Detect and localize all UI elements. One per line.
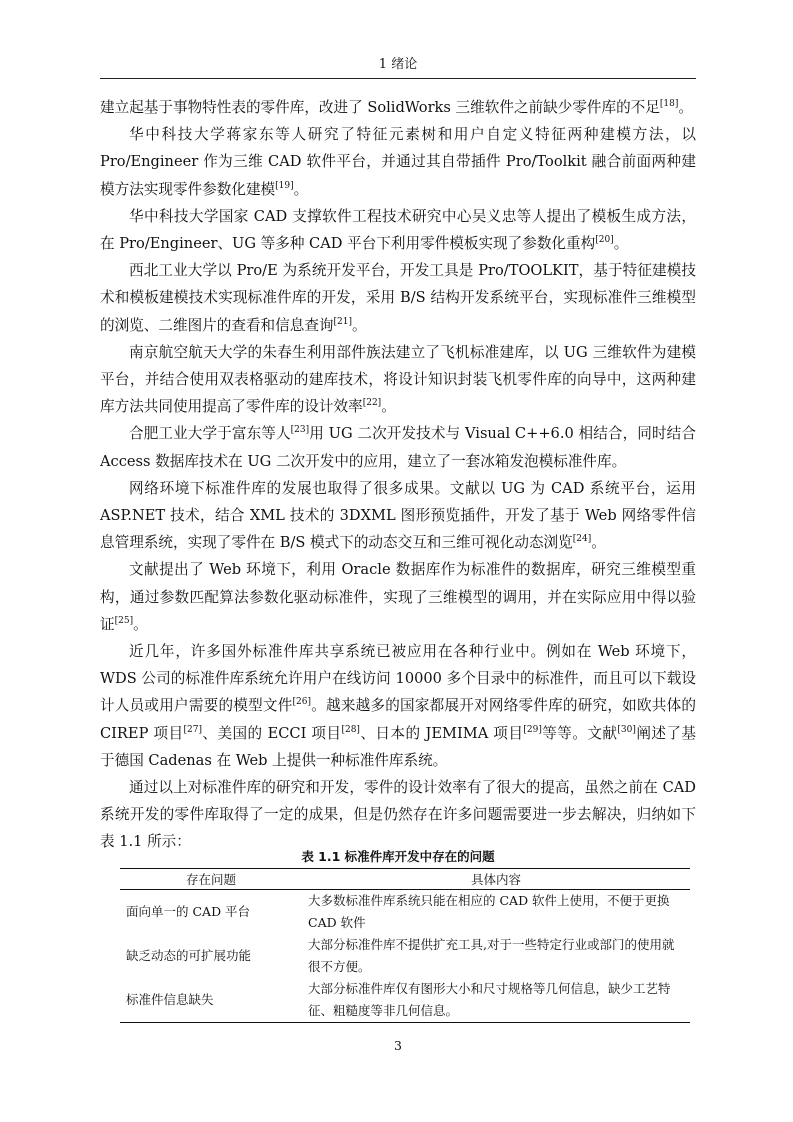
paragraph-text: 等等。文献 <box>541 724 618 742</box>
table-cell-content: 大多数标准件库系统只能在相应的 CAD 软件上使用，不便于更换 CAD 软件 <box>308 893 670 930</box>
citation-ref: [25] <box>114 616 134 626</box>
paragraph-text: 。 <box>678 99 693 116</box>
paragraph-1 <box>100 94 696 121</box>
paragraph-5 <box>100 339 696 421</box>
paragraph-8 <box>100 556 696 638</box>
paragraph-2 <box>100 121 696 203</box>
paragraph-10 <box>100 774 696 856</box>
paragraph-text: 南京航空航天大学的朱春生利用部件族法建立了飞机标准建库，以 UG 三维软件为建模平台，并结合使用双表格驱动的建库技术，将设计知识封装飞机零件库的向导中，这两种建库方法共同使用提高了零件库的设计效率 <box>100 343 696 416</box>
paragraph-text: 建立起基于事物特性表的零件库，改进了 SolidWorks 三维软件之前缺少零件库的不足 <box>100 99 660 116</box>
table-cell-content: 大部分标准件库不提供扩充工具,对于一些特定行业或部门的使用就很不方便。 <box>308 937 675 974</box>
paragraph-text: 阐述了基于德国 Cadenas 在 Web 上提供一种标准件库系统。 <box>100 724 696 769</box>
issues-table <box>120 868 690 1023</box>
paragraph-9 <box>100 638 696 774</box>
table-cell-problem: 面向单一的 CAD 平台 <box>126 904 251 919</box>
table-cell-problem: 缺乏动态的可扩展功能 <box>126 948 252 963</box>
column-header-content: 具体内容 <box>302 869 690 890</box>
citation-ref: [23] <box>290 425 310 436</box>
page-number: 3 <box>394 1038 402 1053</box>
paragraph-3 <box>100 203 696 257</box>
paragraph-text: 。 <box>352 316 367 334</box>
citation-ref: [28] <box>341 724 360 735</box>
paragraph-text: 合肥工业大学于富东等人 <box>129 425 291 443</box>
citation-ref: [26] <box>292 697 311 708</box>
citation-ref: [30] <box>617 724 636 735</box>
paragraph-text: 文献提出了 Web 环境下，利用 Oracle 数据库作为标准件的数据库，研究三维模型重构，通过参数匹配算法参数化驱动标准件，实现了三维模型的调用，并在实际应用中得以验证 <box>100 561 696 633</box>
paragraph-text: 。 <box>293 180 309 198</box>
paragraph-text: 用 UG 二次开发技术与 Visual C++6.0 相结合，同时结合 Access 数据库技术在 UG 二次开发中的应用，建立了一套冰箱发泡模标准件库。 <box>100 425 696 470</box>
citation-ref: [24] <box>572 534 592 545</box>
table-cell-problem: 标准件信息缺失 <box>120 978 302 1023</box>
table-row <box>120 978 690 1023</box>
citation-ref: [18] <box>659 99 679 110</box>
table-row <box>120 890 690 935</box>
paragraph-text: 。 <box>133 615 148 633</box>
paragraph-7 <box>100 475 696 557</box>
paragraph-text: 西北工业大学以 Pro/E 为系统开发平台，开发工具是 Pro/TOOLKIT，基于特征建模技术和模板建模技术实现标准件库的开发，采用 B/S 结构开发系统平台，实现标准件三维模型的浏览、二维图片的查看和信息查询 <box>100 262 696 334</box>
paragraph-text: 。 <box>613 235 629 253</box>
paragraph-text: 。越来越多的国家都展开对网络零件库的研究，如欧共体的 CIREP 项目 <box>100 697 696 742</box>
paragraph-6 <box>100 420 696 474</box>
citation-ref: [21] <box>333 316 352 327</box>
paragraph-text: 近几年，许多国外标准件库共享系统已被应用在各种行业中。例如在 Web 环境下，WDS 公司的标准件库系统允许用户在线访问 10000 多个目录中的标准件，而且可以下载设计人员或用户需要的模型文件 <box>100 643 696 715</box>
paragraph-text: 网络环境下标准件库的发展也取得了很多成果。文献以 UG 为 CAD 系统平台，运用 ASP.NET 技术，结合 XML 技术的 3DXML 图形预览插件，开发了基于 Web 网络零件信息管理系统，实现了零件在 B/S 模式下的动态交互和三维可视化动态浏览 <box>100 479 696 552</box>
paragraph-text: 。 <box>381 398 396 416</box>
paragraph-text: 华中科技大学蒋家东等人研究了特征元素树和用户自定义特征两种建模方法，以 Pro/Engineer 作为三维 CAD 软件平台，并通过其自带插件 Pro/Toolkit 融合前面两种建模方法实现零件参数化建模 <box>100 126 696 198</box>
citation-ref: [27] <box>183 724 202 735</box>
running-header: 1 绪论 <box>378 57 418 72</box>
citation-ref: [22] <box>362 398 382 409</box>
paragraph-4 <box>100 257 696 339</box>
table-cell-content: 大部分标准件库仅有图形大小和尺寸规格等几何信息，缺少工艺特征、粗糙度等非几何信息。 <box>302 978 690 1023</box>
citation-ref: [19] <box>275 180 294 191</box>
table-header-row <box>120 869 690 890</box>
citation-ref: [29] <box>523 724 542 735</box>
table-caption: 表 1.1 标准件库开发中存在的问题 <box>301 849 495 864</box>
table-row <box>120 934 690 978</box>
paragraph-text: 、美国的 ECCI 项目 <box>202 724 342 742</box>
paragraph-text: 华中科技大学国家 CAD 支撑软件工程技术研究中心吴义忠等人提出了模板生成方法，在 Pro/Engineer、UG 等多种 CAD 平台下利用零件模板实现了参数化重构 <box>100 207 696 253</box>
paragraph-text: 通过以上对标准件库的研究和开发，零件的设计效率有了很大的提高，虽然之前在 CAD 系统开发的零件库取得了一定的成果，但是仍然存在许多问题需要进一步去解决，归纳如下表 1.1 所示： <box>100 779 696 851</box>
citation-ref: [20] <box>595 235 614 246</box>
paragraph-text: 。 <box>591 534 606 552</box>
body-text <box>100 94 696 856</box>
header-divider <box>100 78 696 79</box>
paragraph-text: 、日本的 JEMIMA 项目 <box>359 724 524 742</box>
column-header-problem: 存在问题 <box>120 869 302 890</box>
